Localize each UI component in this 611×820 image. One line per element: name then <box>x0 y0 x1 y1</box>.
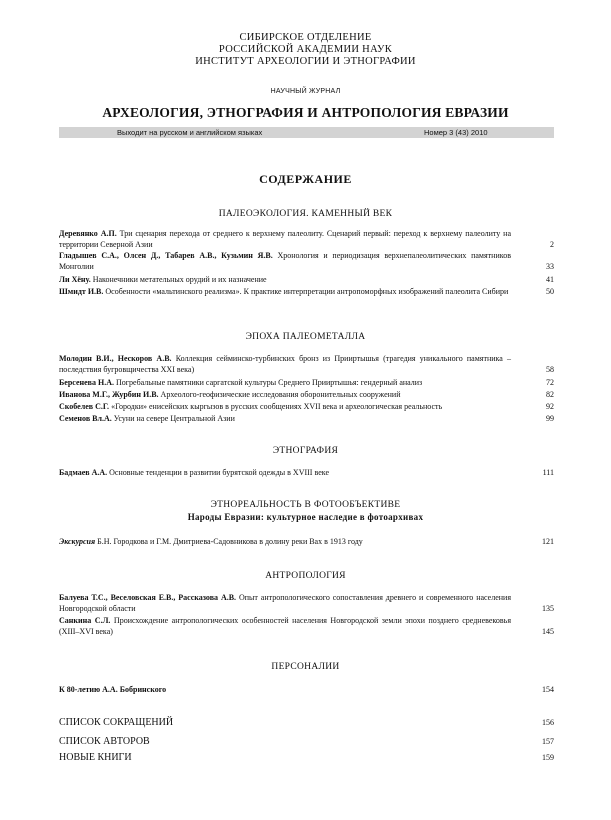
entry-page: 156 <box>542 718 554 727</box>
section-title: ЭТНОГРАФИЯ <box>272 446 339 456</box>
toc-entry-authors-list[interactable] <box>59 736 554 748</box>
toc-entry[interactable] <box>59 414 554 425</box>
toc-entry[interactable] <box>59 390 554 401</box>
section-title: АНТРОПОЛОГИЯ <box>265 571 346 581</box>
toc-entry[interactable] <box>59 275 554 286</box>
languages-note: Выходит на русском и английском языках <box>117 128 263 137</box>
entry-page: 159 <box>542 753 554 762</box>
journal-type: НАУЧНЫЙ ЖУРНАЛ <box>270 88 341 95</box>
entry-authors: Балуева Т.С., Веселовская Е.В., Рассказова А.В. <box>59 593 237 602</box>
entry-authors: К 80-летию А.А. Бобринского <box>59 685 167 694</box>
toc-entry[interactable] <box>59 251 554 272</box>
entry-page: 157 <box>542 737 554 746</box>
toc-entry[interactable] <box>59 537 554 548</box>
entry-title: Основные тенденции в развитии бурятской одежды в XVIII веке <box>107 468 329 477</box>
entry-authors: Деревянко А.П. <box>59 229 117 238</box>
entry-title: Археолого-геофизические исследования оборонительных сооружений <box>158 390 401 399</box>
entry-page: 50 <box>546 287 554 296</box>
entry-authors: Берсенева Н.А. <box>59 378 114 387</box>
entry-authors: Семенов Вл.А. <box>59 414 112 423</box>
entry-page: 72 <box>546 378 554 387</box>
entry-authors: Бадмаев А.А. <box>59 468 108 477</box>
toc-entry-new-books[interactable] <box>59 752 554 764</box>
entry-label: СПИСОК СОКРАЩЕНИЙ <box>59 717 174 728</box>
toc-entry[interactable] <box>59 402 554 413</box>
entry-title: Б.Н. Городкова и Г.М. Дмитриева-Садовникова в долину реки Вах в 1913 году <box>95 537 363 546</box>
issue-bar <box>59 127 554 138</box>
journal-title: АРХЕОЛОГИЯ, ЭТНОГРАФИЯ И АНТРОПОЛОГИЯ ЕВРАЗИИ <box>102 105 509 120</box>
section-title: ЭПОХА ПАЛЕОМЕТАЛЛА <box>245 332 366 342</box>
section-subtitle: Народы Евразии: культурное наследие в фотоархивах <box>187 512 424 522</box>
toc-entry[interactable] <box>59 616 554 637</box>
entry-authors: Молодин В.И., Нескоров А.В. <box>59 354 172 363</box>
entry-authors: Ли Хёну. <box>59 275 91 284</box>
entry-page: 154 <box>542 685 554 694</box>
entry-title: Опыт антропологического сопоставления древнего и современного населения Новгородской области <box>59 593 512 613</box>
entry-authors: Иванова М.Г., Журбин И.В. <box>59 390 159 399</box>
toc-entry[interactable] <box>59 468 554 479</box>
section-title: ПЕРСОНАЛИИ <box>271 662 340 672</box>
entry-title: Усуни на севере Центральной Азии <box>111 414 235 423</box>
entry-title: Наконечники метательных орудий и их назначение <box>90 275 267 284</box>
entry-title: Коллекция сейминско-турбинских бронз из Прииртышья (трагедия уникального памятника – последствия бугровщичества XXI века) <box>59 354 512 374</box>
toc-entry[interactable] <box>59 685 554 696</box>
entry-page: 145 <box>542 626 554 636</box>
toc-entry[interactable] <box>59 229 554 250</box>
entry-page: 33 <box>546 261 554 271</box>
entry-authors: Санкина С.Л. <box>59 616 111 625</box>
issue-number: Номер 3 (43) 2010 <box>424 128 488 137</box>
entry-page: 41 <box>546 275 554 284</box>
entry-page: 135 <box>542 603 554 613</box>
entry-title: «Городки» енисейских кыргызов в русских сообщениях XVII века и археологическая реальность <box>109 402 443 411</box>
section-title: ПАЛЕОЭКОЛОГИЯ. КАМЕННЫЙ ВЕК <box>218 209 393 219</box>
entry-page: 58 <box>546 364 554 374</box>
entry-title: Три сценария перехода от среднего к верхнему палеолиту. Сценарий первый: переход к верхнему палеолиту на территории Северной Азии <box>59 229 511 249</box>
toc-entry[interactable] <box>59 378 554 389</box>
entry-page: 99 <box>546 414 554 423</box>
entry-page: 111 <box>542 468 554 477</box>
entry-label: НОВЫЕ КНИГИ <box>59 752 132 763</box>
entry-page: 92 <box>546 402 554 411</box>
entry-authors: Экскурсия <box>59 537 96 546</box>
entry-page: 121 <box>542 537 554 546</box>
contents-title: СОДЕРЖАНИЕ <box>259 172 352 186</box>
entry-page: 82 <box>546 390 554 399</box>
toc-entry-abbreviations[interactable] <box>59 717 554 729</box>
entry-title: Хронология и периодизация верхнепалеолитических памятников Монголии <box>59 251 511 271</box>
section-title: ЭТНОРЕАЛЬНОСТЬ В ФОТООБЪЕКТИВЕ <box>210 500 401 510</box>
entry-authors: Скобелев С.Г. <box>59 402 110 411</box>
toc-entry[interactable] <box>59 593 554 614</box>
entry-authors: Шмидт И.В. <box>59 287 104 296</box>
entry-label: СПИСОК АВТОРОВ <box>59 736 150 747</box>
entry-authors: Гладышев С.А., Олсен Д., Табарев А.В., Кузьмин Я.В. <box>59 251 273 260</box>
toc-entry[interactable] <box>59 287 554 298</box>
institution-line-3: ИНСТИТУТ АРХЕОЛОГИИ И ЭТНОГРАФИИ <box>195 56 416 67</box>
entry-title: Погребальные памятники саргатской культуры Среднего Прииртышья: гендерный анализ <box>113 378 423 387</box>
entry-title: Происхождение антропологических особенностей населения Новгородской земли эпохи позднего средневековья (XIII–XVI века) <box>59 616 512 636</box>
institution-line-2: РОССИЙСКОЙ АКАДЕМИИ НАУК <box>218 44 393 55</box>
institution-line-1: СИБИРСКОЕ ОТДЕЛЕНИЕ <box>239 32 372 43</box>
entry-title: Особенности «мальтинского реализма». К практике интерпретации антропоморфных изображений палеолита Сибири <box>103 287 509 296</box>
toc-entry[interactable] <box>59 354 554 375</box>
entry-page: 2 <box>550 239 554 249</box>
